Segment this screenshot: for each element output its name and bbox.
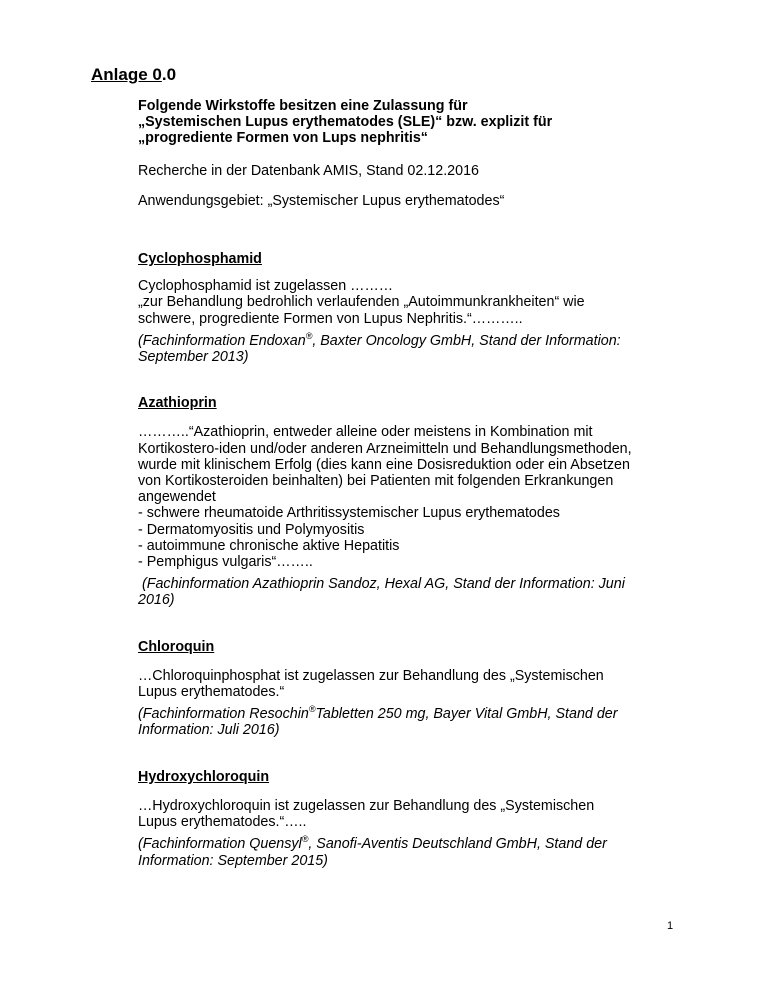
text-line: von Kortikosteroiden beinhalten) bei Patienten mit folgenden Erkrankungen: [138, 473, 614, 490]
page-title: [91, 65, 176, 85]
text-line: - schwere rheumatoide Arthritissystemischer Lupus erythematodes: [138, 505, 560, 522]
section-text: [138, 424, 698, 570]
section-heading: Hydroxychloroquin: [138, 768, 270, 785]
cite-text: , Sanofi-Aventis Deutschland GmbH, Stand der: [308, 836, 607, 853]
section-heading: Chloroquin: [138, 638, 215, 655]
cite-text: (Fachinformation Resochin: [138, 706, 309, 723]
text-line: - autoimmune chronische aktive Hepatitis: [138, 537, 400, 554]
cite-text: Tabletten 250 mg, Bayer Vital GmbH, Stand der: [315, 706, 618, 723]
indication: Anwendungsgebiet: „Systemischer Lupus erythematodes“: [138, 192, 505, 209]
section-hydroxychloroquin: [138, 769, 698, 869]
cite-text: (Fachinformation Endoxan: [138, 332, 306, 349]
text-line: Lupus erythematodes.“: [138, 684, 285, 701]
intro-line: „progrediente Formen von Lups nephritis“: [138, 130, 428, 147]
search-note: Recherche in der Datenbank AMIS, Stand 02.12.2016: [138, 162, 479, 179]
cite-text: September 2013): [138, 349, 249, 366]
text-line: „zur Behandlung bedrohlich verlaufenden „Autoimmunkrankheiten“ wie: [138, 294, 585, 311]
registered-mark: ®: [301, 834, 309, 845]
title-underlined: Anlage 0: [91, 65, 162, 84]
section-cyclophosphamid: [138, 251, 698, 365]
page-number: 1: [667, 920, 674, 932]
document-body: [138, 98, 698, 869]
text-line: schwere, progrediente Formen von Lupus Nephritis.“………..: [138, 310, 523, 327]
text-line: Cyclophosphamid ist zugelassen ………: [138, 278, 394, 295]
section-heading: Cyclophosphamid: [138, 251, 262, 268]
title-suffix: .0: [161, 65, 177, 84]
citation: [138, 836, 698, 868]
cite-text: Information: September 2015): [138, 852, 328, 869]
cite-text: , Baxter Oncology GmbH, Stand der Information:: [312, 332, 621, 349]
text-line: Lupus erythematodes.“…..: [138, 814, 307, 831]
registered-mark: ®: [305, 331, 313, 342]
section-text: [138, 798, 698, 830]
registered-mark: ®: [308, 704, 316, 715]
text-line: - Dermatomyositis und Polymyositis: [138, 521, 365, 538]
intro-heading: [138, 98, 698, 147]
text-line: …Hydroxychloroquin ist zugelassen zur Behandlung des „Systemischen: [138, 797, 595, 814]
citation: [138, 576, 698, 608]
cite-text: Information: Juli 2016): [138, 722, 280, 739]
intro-line: „Systemischen Lupus erythematodes (SLE)“ bzw. explizit für: [138, 114, 553, 131]
cite-text: (Fachinformation Azathioprin Sandoz, Hexal AG, Stand der Information: Juni: [138, 576, 625, 593]
section-text: [138, 278, 698, 327]
section-heading: Azathioprin: [138, 395, 217, 412]
text-line: ………..“Azathioprin, entweder alleine oder meistens in Kombination mit: [138, 424, 593, 441]
citation: [138, 706, 698, 738]
section-azathioprin: [138, 395, 698, 608]
text-line: wurde mit klinischem Erfolg (dies kann eine Dosisreduktion oder ein Absetzen: [138, 456, 630, 473]
cite-text: (Fachinformation Quensyl: [138, 836, 302, 853]
section-text: [138, 668, 698, 700]
text-line: - Pemphigus vulgaris“……..: [138, 554, 313, 571]
citation: [138, 333, 698, 365]
cite-text: 2016): [138, 592, 175, 609]
intro-line: Folgende Wirkstoffe besitzen eine Zulassung für: [138, 98, 468, 114]
text-line: …Chloroquinphosphat ist zugelassen zur Behandlung des „Systemischen: [138, 667, 604, 684]
text-line: Kortikostero-iden und/oder anderen Arzneimitteln und Behandlungsmethoden,: [138, 440, 632, 457]
text-line: angewendet: [138, 489, 216, 506]
section-chloroquin: [138, 639, 698, 739]
